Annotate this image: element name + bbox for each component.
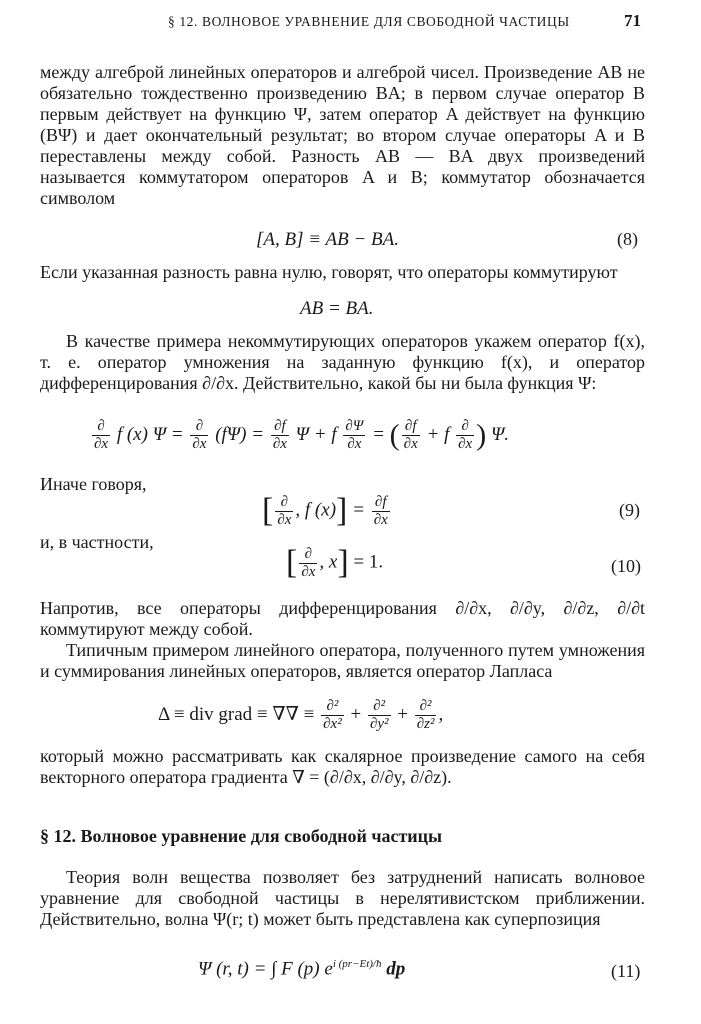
- equation-9: [ $\frac{\partial}{\partial x}$ , f (x)] = $\frac{\partial f}{\partial x}$: [262, 492, 388, 529]
- text-in-other-words: Иначе говоря,: [40, 474, 147, 494]
- paragraph-noncommuting-example: В качестве примера некоммутирующих операторов укажем оператор f(x), т. е. оператор умножения на заданную функцию f(x), и оператор дифференцирования ∂/∂x. Действительно, какой бы ни была функция Ψ:: [40, 331, 645, 393]
- fraction: $\frac{\partial}{\partial x}$: [277, 493, 292, 528]
- fraction: $\frac{\partial f}{\partial x}$: [373, 493, 388, 528]
- equation-10-number: (10): [611, 556, 641, 576]
- equation-8: [A, B] ≡ AB − BA.: [256, 229, 399, 250]
- fraction: $\frac{\partial}{\partial x}$: [458, 418, 473, 452]
- fraction: $\frac{\partial\Psi}{\partial x}$: [345, 418, 364, 452]
- equation-example: $\frac{\partial}{\partial x}$ f (x) Ψ = $\frac{\partial}{\partial x}$ (fΨ) = $\frac{\partial f}{\partial x}$ Ψ + f $\frac{\partial\Psi}{\partial x}$ = ( $\frac{\partial f}{\partial x}$ + f $\frac{\partial}{\partial x}$ ) Ψ.: [94, 418, 510, 452]
- fraction: $\frac{\text{∂²}}{\text{∂y²}}$: [369, 698, 389, 732]
- section-heading: § 12. Волновое уравнение для свободной частицы: [40, 826, 443, 846]
- equation-11: Ψ (r, t) = ∫ F (p) $e^{i (pr-Et)/ħ}$ dp: [198, 958, 406, 980]
- paragraph-commuting-derivatives: Напротив, все операторы дифференцирования ∂/∂x, ∂/∂y, ∂/∂z, ∂/∂t коммутируют между собой.: [40, 598, 645, 639]
- fraction: $\frac{\partial f}{\partial x}$: [272, 418, 287, 452]
- fraction: $\frac{\text{∂²}}{\text{∂z²}}$: [416, 698, 435, 732]
- page-number: 71: [624, 11, 641, 30]
- fraction: $\frac{\partial}{\partial x}$: [192, 418, 207, 452]
- equation-commute: AB = BA.: [300, 298, 374, 319]
- fraction: $\frac{\partial}{\partial x}$: [94, 418, 109, 452]
- text-in-particular: и, в частности,: [40, 532, 154, 552]
- fraction: $\frac{\text{∂²}}{\text{∂x²}}$: [323, 698, 342, 732]
- paragraph-wave-theory: Теория волн вещества позволяет без затруднений написать волновое уравнение для свободной частицы в нерелятивистском приближении. Действительно, волна Ψ(r; t) может быть представлена как суперпозиция: [40, 867, 645, 929]
- running-header: § 12. ВОЛНОВОЕ УРАВНЕНИЕ ДЛЯ СВОБОДНОЙ ЧАСТИЦЫ: [168, 14, 570, 29]
- paragraph-gradient: который можно рассматривать как скалярное произведение самого на себя векторного оператора градиента ∇ = (∂/∂x, ∂/∂y, ∂/∂z).: [40, 746, 645, 787]
- paragraph-laplace-intro: Типичным примером линейного оператора, полученного путем умножения и суммирования линейных операторов, является оператор Лапласа: [40, 640, 645, 681]
- equation-11-number: (11): [611, 961, 641, 981]
- equation-9-number: (9): [619, 500, 640, 520]
- fraction: $\frac{\partial}{\partial x}$: [301, 545, 316, 580]
- equation-10: [ $\frac{\partial}{\partial x}$ , x] = 1.: [286, 544, 384, 581]
- fraction: $\frac{\partial f}{\partial x}$: [403, 418, 418, 452]
- equation-8-number: (8): [617, 229, 638, 249]
- equation-laplace: Δ ≡ div grad ≡ ∇∇ ≡ $\frac{\text{∂²}}{\text{∂x²}}$ + $\frac{\text{∂²}}{\text{∂y²}}$ + $\frac{\text{∂²}}{\text{∂z²}}$ ,: [158, 698, 444, 732]
- paragraph-operator-algebra: между алгеброй линейных операторов и алгеброй чисел. Произведение AB не обязательно тождественно произведению BA; в первом случае оператор B первым действует на функцию Ψ, затем оператор A действует на функцию (BΨ) и дает окончательный результат; во втором случае операторы A и B переставлены между собой. Разность AB — BA двух произведений называется коммутатором операторов A и B; коммутатор обозначается символом: [40, 62, 645, 208]
- paragraph-commute: Если указанная разность равна нулю, говорят, что операторы коммутируют: [40, 262, 618, 282]
